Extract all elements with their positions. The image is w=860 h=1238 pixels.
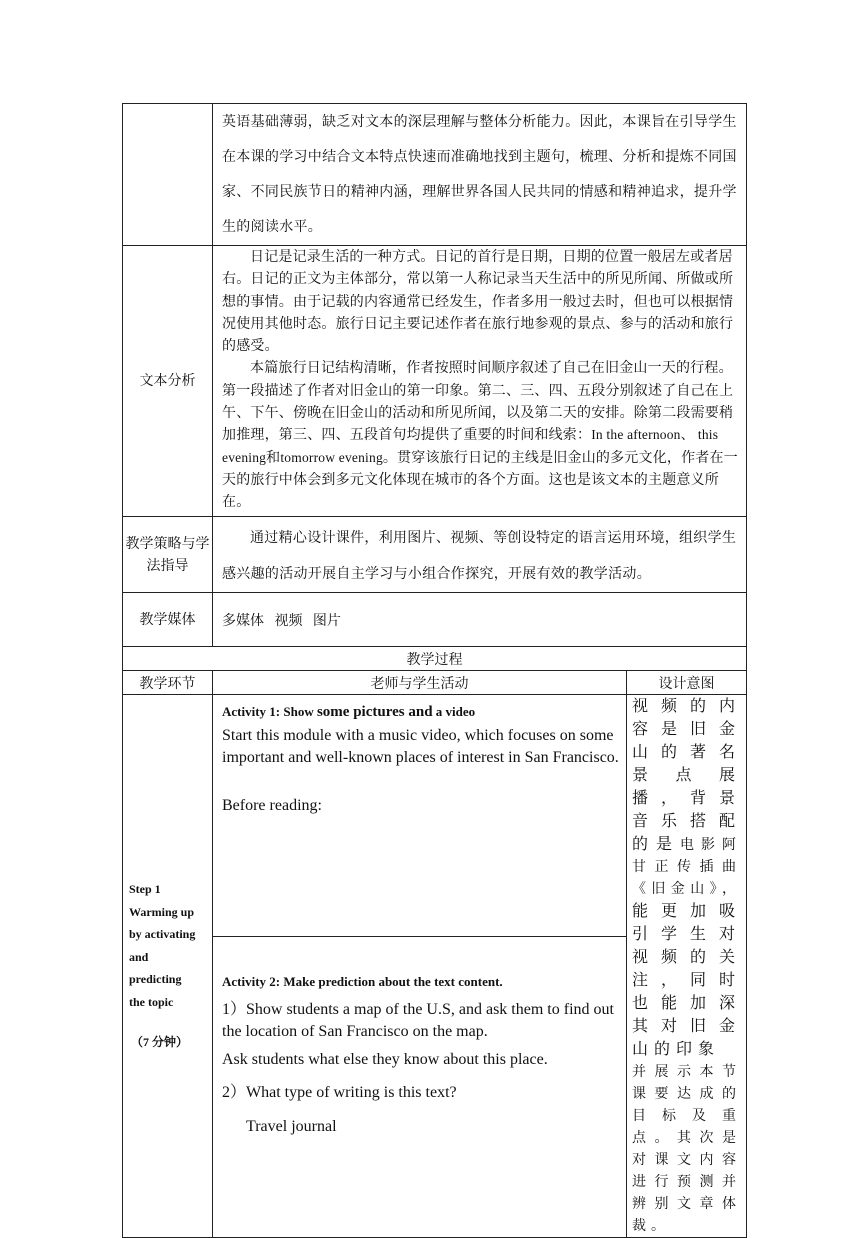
step1-line2: Warming up (129, 904, 195, 919)
text-analysis-label: 文本分析 (123, 246, 213, 517)
activity2-title: Activity 2: Make prediction about the text content. (222, 974, 503, 990)
row-process-title (123, 647, 747, 671)
row-step1-activity1 (123, 695, 747, 937)
process-title: 教学过程 (123, 647, 747, 671)
row-text-analysis (123, 246, 747, 517)
col-header-step: 教学环节 (123, 671, 213, 695)
intent-part4: 并展示本节课要达成的目标及重点。其次是对课文内容进行预测并辨别文章体裁。 (632, 1064, 741, 1234)
text-analysis-content (213, 246, 747, 517)
analysis-p2-b: 。贯穿该旅行日记的主线是旧金山的多元文化，作者在一天的旅行中体会到多元文化体现在城市的各个方面。这也是该文本的主题意义所在。 (222, 449, 738, 511)
intent-part1: 视频的内容是旧金山的著名景点展播，背景音乐搭配的是 (632, 696, 741, 853)
media-item-1: 多媒体 (222, 612, 264, 629)
step1-line5: predicting (129, 972, 182, 987)
row-media (123, 593, 747, 647)
lesson-plan-table (122, 103, 747, 1238)
activity2-cell (213, 937, 627, 1238)
step1-line3: by activating (129, 927, 196, 942)
step1-line4: and (129, 949, 149, 964)
background-text: 英语基础薄弱，缺乏对文本的深层理解与整体分析能力。因此，本课旨在引导学生在本课的学习中结合文本特点快速而准确地找到主题句，梳理、分析和提炼不同国家、不同民族节日的精神内涵，理解世界各国人民共同的情感和精神追求，提升学生的阅读水平。 (222, 114, 737, 235)
step1-line6: the topic (129, 994, 174, 1009)
row-strategy (123, 517, 747, 593)
media-item-2: 视频 (274, 612, 303, 629)
col-header-activity: 老师与学生活动 (213, 671, 627, 695)
intent-part3: 能更加吸引学生对视频的关注，同时也能加深其对旧金山的印象 (632, 901, 741, 1058)
row-process-headers (123, 671, 747, 695)
activity1-text: Start this module with a music video, which focuses on some important and well-known places of interest in San Francisco. (222, 727, 619, 766)
activity2-q1: 1）Show students a map of the U.S, and ask them to find out the location of San Francisco on the map. (222, 1001, 614, 1041)
media-item-3: 图片 (312, 612, 341, 629)
row-background (123, 104, 747, 246)
analysis-paragraph-1: 日记是记录生活的一种方式。日记的首行是日期，日期的位置一般居左或者居右。日记的正文为主体部分，常以第一人称记录当天生活中的所见所闻、所做或所想的事情。由于记载的内容通常已经发生，作者多用一般过去时，但也可以根据情况使用其他时态。旅行日记主要记述作者在旅行地参观的景点、参与的活动和旅行的感受。 (222, 249, 734, 355)
row-background-content (213, 104, 747, 246)
activity2-answer: Travel journal (246, 1118, 337, 1136)
intent-part2: 电影阿甘正传插曲《旧金山》， (632, 837, 741, 897)
activity1-title (222, 701, 620, 723)
strategy-label: 教学策略与学法指导 (123, 517, 213, 593)
step1-line1: Step 1 (129, 882, 161, 897)
strategy-content (213, 517, 747, 593)
step1-time: （7 分钟） (131, 1035, 189, 1050)
strategy-text: 通过精心设计课件，利用图片、视频、等创设特定的语言运用环境，组织学生感兴趣的活动开展自主学习与小组合作探究，开展有效的教学活动。 (222, 530, 737, 582)
analysis-p2-a: 本篇旅行日记结构清晰，作者按照时间顺序叙述了自己在旧金山一天的行程。第一段描述了作者对旧金山的第一印象。第二、三、四、五段分别叙述了自己在上午、下午、傍晚在旧金山的活动和所见所闻，以及第二天的安排。除第二段需要稍加推理，第三、四、五段首句均提供了重要的时间和线索： (222, 360, 734, 444)
activity1-cell (213, 695, 627, 937)
col-header-intent: 设计意图 (627, 671, 747, 695)
step1-cell (123, 695, 213, 1238)
activity1-title-a: Activity 1: Show (222, 704, 317, 719)
design-intent-cell (627, 695, 747, 1238)
activity2-q1b: Ask students what else they know about this place. (222, 1051, 548, 1069)
analysis-p2-en2: tomorrow evening (280, 449, 383, 465)
row-background-label (123, 104, 213, 246)
analysis-p2-en1: In the afternoon、 this evening (222, 427, 719, 465)
activity1-before-reading: Before reading: (222, 797, 322, 814)
analysis-p2-and: 和 (266, 449, 281, 466)
media-label: 教学媒体 (123, 593, 213, 647)
activity1-title-c: a video (432, 704, 476, 719)
activity2-q2: 2）What type of writing is this text? (222, 1084, 457, 1102)
analysis-paragraph-2 (222, 357, 740, 513)
activity1-title-b: some pictures and (316, 704, 433, 720)
media-content (213, 593, 747, 647)
